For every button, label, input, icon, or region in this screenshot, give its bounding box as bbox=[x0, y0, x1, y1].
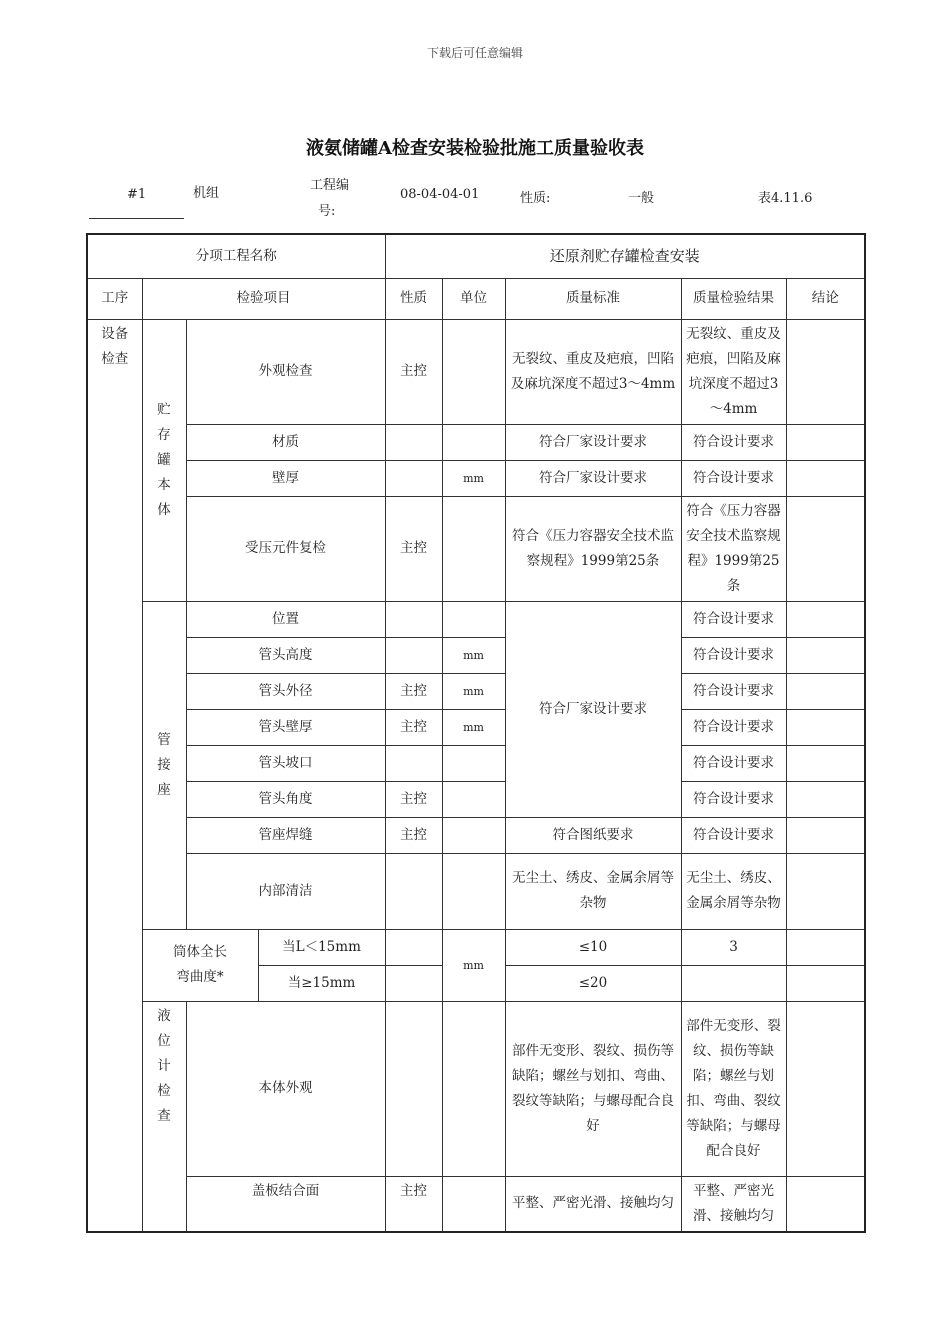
header-unit: 单位 bbox=[442, 278, 505, 319]
row-angle-nature: 主控 bbox=[385, 781, 442, 817]
row-pressure-conclusion bbox=[786, 496, 865, 601]
inspection-table bbox=[86, 233, 866, 1233]
row-height-unit: mm bbox=[442, 637, 505, 673]
row-cover-nature: 主控 bbox=[385, 1176, 442, 1232]
project-no-label-1: 工程编 bbox=[310, 178, 350, 193]
row-appearance-nature: 主控 bbox=[385, 319, 442, 424]
group-nozzle bbox=[142, 601, 186, 929]
row-od-unit: mm bbox=[442, 673, 505, 709]
row-level-body-unit bbox=[442, 1001, 505, 1176]
form-number: 表4.11.6 bbox=[758, 191, 813, 206]
row-clean-result: 无尘土、绣皮、金属余屑等杂物 bbox=[681, 853, 786, 929]
subproject-name: 还原剂贮存罐检查安装 bbox=[385, 234, 865, 278]
row-appearance-item: 外观检查 bbox=[186, 319, 385, 424]
row-position-result: 符合设计要求 bbox=[681, 601, 786, 637]
header-result: 质量检验结果 bbox=[681, 278, 786, 319]
row-cover-result: 平整、严密光滑、接触均匀 bbox=[681, 1176, 786, 1232]
row-clean-standard: 无尘土、绣皮、金属余屑等杂物 bbox=[505, 853, 681, 929]
row-pressure-unit bbox=[442, 496, 505, 601]
bend-label-text: 筒体全长弯曲度* bbox=[173, 944, 227, 985]
row-weld-item: 管座焊缝 bbox=[186, 817, 385, 853]
unit-underline bbox=[89, 218, 184, 219]
header-standard: 质量标准 bbox=[505, 278, 681, 319]
row-angle-conclusion bbox=[786, 781, 865, 817]
row-weld-unit bbox=[442, 817, 505, 853]
row-material-conclusion bbox=[786, 424, 865, 460]
row-height-result: 符合设计要求 bbox=[681, 637, 786, 673]
row-height-conclusion bbox=[786, 637, 865, 673]
row-thick-result: 符合设计要求 bbox=[681, 709, 786, 745]
row-weld-nature: 主控 bbox=[385, 817, 442, 853]
bend-label bbox=[142, 929, 258, 1001]
nature-value: 一般 bbox=[628, 191, 655, 206]
row-bend1-conclusion bbox=[786, 929, 865, 965]
row-weld-standard: 符合图纸要求 bbox=[505, 817, 681, 853]
row-cover-conclusion bbox=[786, 1176, 865, 1232]
row-appearance-unit bbox=[442, 319, 505, 424]
row-pressure-standard: 符合《压力容器安全技术监察规程》1999第25条 bbox=[505, 496, 681, 601]
row-level-body-item: 本体外观 bbox=[186, 1001, 385, 1176]
row-wall-unit: mm bbox=[442, 460, 505, 496]
row-appearance-result: 无裂纹、重皮及疤痕，凹陷及麻坑深度不超过3～4mm bbox=[681, 319, 786, 424]
row-angle-item: 管头角度 bbox=[186, 781, 385, 817]
row-bend2-result bbox=[681, 965, 786, 1001]
row-angle-unit bbox=[442, 781, 505, 817]
row-position-item: 位置 bbox=[186, 601, 385, 637]
row-thick-nature: 主控 bbox=[385, 709, 442, 745]
row-wall-result: 符合设计要求 bbox=[681, 460, 786, 496]
row-clean-nature bbox=[385, 853, 442, 929]
row-bevel-result: 符合设计要求 bbox=[681, 745, 786, 781]
row-od-item: 管头外径 bbox=[186, 673, 385, 709]
process-name bbox=[87, 319, 142, 1232]
row-thick-unit: mm bbox=[442, 709, 505, 745]
row-wall-item: 壁厚 bbox=[186, 460, 385, 496]
row-od-nature: 主控 bbox=[385, 673, 442, 709]
form-title: 液氨储罐A检查安装检验批施工质量验收表 bbox=[306, 138, 644, 159]
unit-number: #1 bbox=[127, 187, 147, 202]
row-height-item: 管头高度 bbox=[186, 637, 385, 673]
row-height-nature bbox=[385, 637, 442, 673]
row-bevel-conclusion bbox=[786, 745, 865, 781]
nature-label: 性质: bbox=[520, 191, 551, 206]
row-pressure-result: 符合《压力容器安全技术监察规程》1999第25条 bbox=[681, 496, 786, 601]
row-wall-nature bbox=[385, 460, 442, 496]
header-process: 工序 bbox=[87, 278, 142, 319]
unit-label: 机组 bbox=[193, 186, 220, 201]
group-nozzle-text: 管接座 bbox=[157, 731, 171, 798]
process-name-text: 设备检查 bbox=[101, 325, 129, 367]
header-nature: 性质 bbox=[385, 278, 442, 319]
row-clean-conclusion bbox=[786, 853, 865, 929]
row-level-body-conclusion bbox=[786, 1001, 865, 1176]
row-material-unit bbox=[442, 424, 505, 460]
row-weld-conclusion bbox=[786, 817, 865, 853]
row-cover-unit bbox=[442, 1176, 505, 1232]
row-wall-conclusion bbox=[786, 460, 865, 496]
row-bend2-nature bbox=[385, 965, 442, 1001]
row-level-body-nature bbox=[385, 1001, 442, 1176]
row-appearance-conclusion bbox=[786, 319, 865, 424]
subproject-label: 分项工程名称 bbox=[87, 234, 385, 278]
row-thick-conclusion bbox=[786, 709, 865, 745]
row-position-nature bbox=[385, 601, 442, 637]
row-bend1-cond: 当L＜15mm bbox=[258, 929, 385, 965]
row-od-result: 符合设计要求 bbox=[681, 673, 786, 709]
project-no: 08-04-04-01 bbox=[400, 187, 480, 202]
row-position-conclusion bbox=[786, 601, 865, 637]
row-thick-item: 管头壁厚 bbox=[186, 709, 385, 745]
bend-unit: mm bbox=[442, 929, 505, 1001]
row-wall-standard: 符合厂家设计要求 bbox=[505, 460, 681, 496]
row-clean-item: 内部清洁 bbox=[186, 853, 385, 929]
row-angle-result: 符合设计要求 bbox=[681, 781, 786, 817]
row-bend2-cond: 当≥15mm bbox=[258, 965, 385, 1001]
row-bend1-standard: ≤10 bbox=[505, 929, 681, 965]
row-bend2-conclusion bbox=[786, 965, 865, 1001]
row-bevel-unit bbox=[442, 745, 505, 781]
group-tank-text: 贮存罐本体 bbox=[157, 401, 171, 518]
row-level-body-standard: 部件无变形、裂纹、损伤等缺陷；螺丝与划扣、弯曲、裂纹等缺陷；与螺母配合良好 bbox=[505, 1001, 681, 1176]
row-cover-item: 盖板结合面 bbox=[186, 1176, 385, 1232]
row-material-item: 材质 bbox=[186, 424, 385, 460]
row-material-nature bbox=[385, 424, 442, 460]
row-position-unit bbox=[442, 601, 505, 637]
group-level-text: 液位计检查 bbox=[157, 1007, 171, 1124]
row-pressure-item: 受压元件复检 bbox=[186, 496, 385, 601]
row-bend2-standard: ≤20 bbox=[505, 965, 681, 1001]
row-appearance-standard: 无裂纹、重皮及疤痕，凹陷及麻坑深度不超过3～4mm bbox=[505, 319, 681, 424]
project-no-label-2: 号: bbox=[318, 204, 336, 219]
row-bevel-item: 管头坡口 bbox=[186, 745, 385, 781]
row-cover-standard: 平整、严密光滑、接触均匀 bbox=[505, 1176, 681, 1232]
row-level-body-result: 部件无变形、裂纹、损伤等缺陷；螺丝与划扣、弯曲、裂纹等缺陷；与螺母配合良好 bbox=[681, 1001, 786, 1176]
row-od-conclusion bbox=[786, 673, 865, 709]
row-material-standard: 符合厂家设计要求 bbox=[505, 424, 681, 460]
row-bend1-nature bbox=[385, 929, 442, 965]
group-tank bbox=[142, 319, 186, 601]
group-level bbox=[142, 1001, 186, 1232]
header-item: 检验项目 bbox=[142, 278, 385, 319]
nozzle-standard: 符合厂家设计要求 bbox=[505, 601, 681, 817]
row-material-result: 符合设计要求 bbox=[681, 424, 786, 460]
header-conclusion: 结论 bbox=[786, 278, 865, 319]
watermark-text: 下载后可任意编辑 bbox=[426, 46, 523, 60]
row-bend1-result: 3 bbox=[681, 929, 786, 965]
row-pressure-nature: 主控 bbox=[385, 496, 442, 601]
row-clean-unit bbox=[442, 853, 505, 929]
row-bevel-nature bbox=[385, 745, 442, 781]
row-weld-result: 符合设计要求 bbox=[681, 817, 786, 853]
